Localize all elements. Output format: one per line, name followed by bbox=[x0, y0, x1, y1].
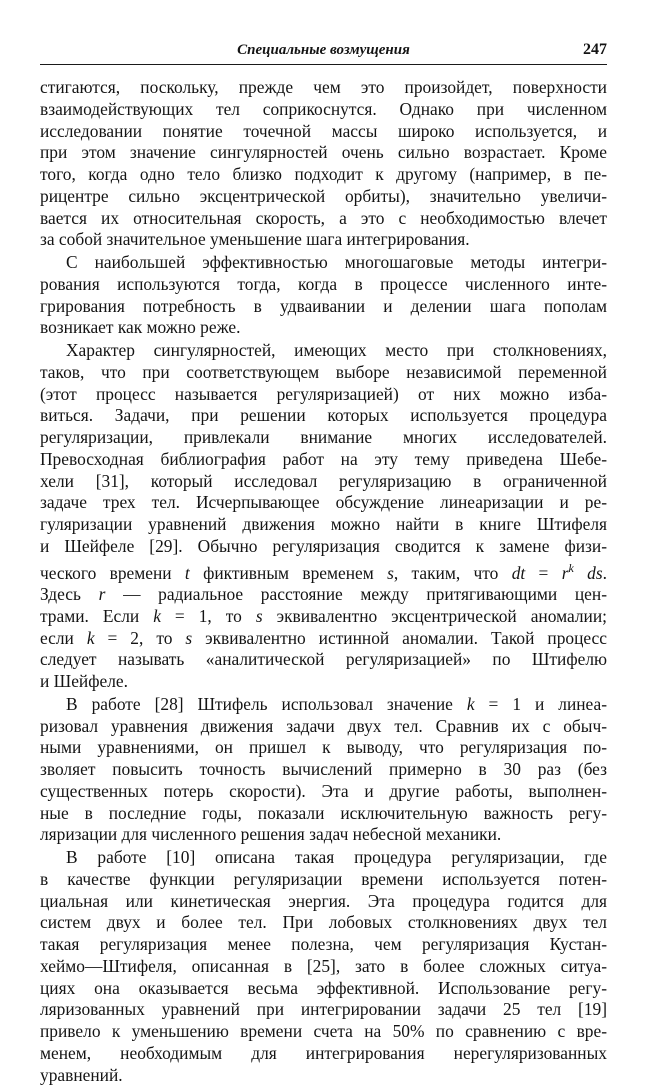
text-line: циях она оказывается весьма эффективной. Использование регу- bbox=[40, 977, 607, 998]
text-line: такая регуляризация менее полезна, чем регуляризация Кустан- bbox=[40, 934, 607, 955]
text-line: рования используются тогда, когда в процессе численного инте- bbox=[40, 273, 607, 294]
text-line: стигаются, поскольку, прежде чем это произойдет, поверхности bbox=[40, 77, 607, 97]
text-line: В работе [10] описана такая процедура регуляризации, где bbox=[66, 847, 607, 868]
text-line: грирования потребность в удваивании и делении шага пополам bbox=[40, 295, 607, 316]
running-title: Специальные возмущения bbox=[237, 42, 410, 58]
text-line: того, когда одно тело близко подходит к другому (например, в пе- bbox=[40, 164, 607, 184]
text-line: Здесь r — радиальное расстояние между притягивающими цен- bbox=[40, 584, 607, 605]
paragraph bbox=[40, 252, 607, 339]
text-line: привело к уменьшению времени счета на 50% по сравнению с вре- bbox=[40, 1021, 607, 1042]
text-line: В работе [28] Штифель использовал значение k = 1 и линеа- bbox=[66, 693, 607, 714]
text-line: циальная или кинетическая энергия. Эта процедура годится для bbox=[40, 890, 607, 911]
text-line: задаче трех тел. Исчерпывающее обсуждение линеаризации и ре- bbox=[40, 492, 607, 513]
text-line: если k = 2, то s эквивалентно истинной аномалии. Такой процесс bbox=[40, 627, 607, 648]
page-header bbox=[40, 38, 607, 65]
text-line: исследовании понятие точечной массы широко используется, и bbox=[40, 120, 607, 141]
text-line: виться. Задачи, при решении которых используется процедура bbox=[40, 405, 607, 426]
text-line: и Шейфеле [29]. Обычно регуляризация сводится к замене физи- bbox=[40, 535, 607, 556]
text-line: вается их относительная скорость, а это с необходимостью влечет bbox=[40, 207, 607, 228]
body-text bbox=[40, 77, 607, 1086]
text-line: систем двух и более тел. При лобовых столкновениях двух тел bbox=[40, 912, 607, 933]
text-line: существенных потерь скорости). Эта и другие работы, выполнен- bbox=[40, 780, 607, 801]
text-line: зволяет повысить точность вычислений примерно в 30 раз (без bbox=[40, 759, 607, 780]
text-line: следует называть «аналитической регуляризацией» по Штифелю bbox=[40, 649, 607, 670]
text-line: рицентре сильно эксцентрической орбиты), значительно увеличи- bbox=[40, 185, 607, 206]
paragraph bbox=[40, 847, 607, 1086]
paragraph bbox=[40, 340, 607, 693]
paragraph bbox=[40, 694, 607, 846]
text-line: хели [31], который исследовал регуляризацию в ограниченной bbox=[40, 470, 607, 491]
text-line: взаимодействующих тел соприкоснутся. Однако при численном bbox=[40, 98, 607, 119]
text-line: хеймо—Штифеля, описанная в [25], зато в более сложных ситуа- bbox=[40, 955, 607, 976]
text-line: С наибольшей эффективностью многошаговые методы интегри- bbox=[66, 252, 607, 272]
text-line: ными уравнениями, он пришел к выводу, что регуляризация по- bbox=[40, 737, 607, 758]
text-line: ляризации для численного решения задач небесной механики. bbox=[40, 824, 502, 845]
text-line: ризовал уравнения движения задачи двух тел. Сравнив их с обыч- bbox=[40, 715, 607, 736]
text-line: уравнений. bbox=[40, 1064, 123, 1085]
text-line: ные в последние годы, показали исключительную важность регу- bbox=[40, 802, 607, 823]
text-line: регуляризации, привлекали внимание многих исследователей. bbox=[40, 427, 607, 447]
text-line: возникает как можно реже. bbox=[40, 317, 241, 338]
page-number: 247 bbox=[583, 41, 607, 58]
text-line: при этом значение сингулярностей очень сильно возрастает. Кроме bbox=[40, 142, 607, 163]
text-line: менем, необходимым для интегрирования нерегуляризованных bbox=[40, 1042, 607, 1063]
text-line: Характер сингулярностей, имеющих место при столкновениях, bbox=[66, 340, 607, 360]
text-line: Превосходная библиография работ на эту тему приведена Шебе- bbox=[40, 448, 607, 469]
text-line: в качестве функции регуляризации времени используется потен- bbox=[40, 868, 607, 889]
text-line: и Шейфеле. bbox=[40, 671, 128, 692]
text-line: гуляризации уравнений движения можно найти в книге Штифеля bbox=[40, 514, 607, 534]
text-line: за собой значительное уменьшение шага интегрирования. bbox=[40, 229, 470, 250]
text-line: таков, что при соответствующем выборе независимой переменной bbox=[40, 361, 607, 382]
text-line: трами. Если k = 1, то s эквивалентно эксцентрической аномалии; bbox=[40, 605, 607, 626]
paragraph bbox=[40, 77, 607, 251]
text-line: ляризованных уравнений при интегрировании задачи 25 тел [19] bbox=[40, 999, 607, 1020]
text-line: ческого времени t фиктивным временем s, таким, что dt = $r^k$ ds. bbox=[40, 560, 607, 583]
text-line: (этот процесс называется регуляризацией) от них можно изба- bbox=[40, 383, 607, 404]
